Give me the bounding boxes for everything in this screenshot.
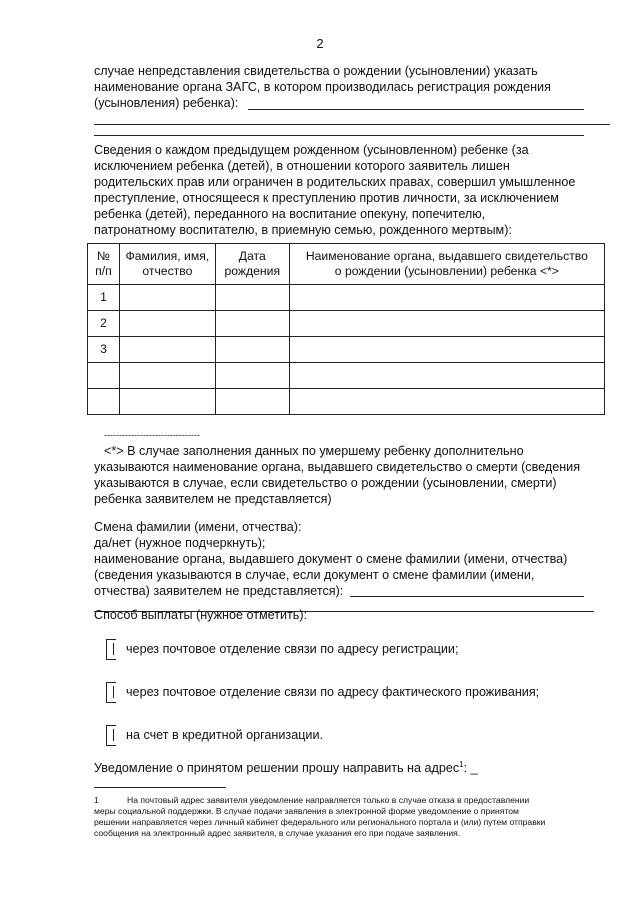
cell-birth-date[interactable] bbox=[215, 285, 289, 311]
cell-birth-date[interactable] bbox=[215, 337, 289, 363]
table-row bbox=[88, 311, 605, 337]
cell-full-name[interactable] bbox=[119, 337, 215, 363]
cell-issuing-authority[interactable] bbox=[289, 285, 604, 311]
table-header-row bbox=[88, 244, 605, 285]
table-row bbox=[88, 389, 605, 415]
registry-answer-line[interactable] bbox=[248, 109, 584, 110]
name-change-line-5: отчества) заявителем не представляется): bbox=[94, 584, 344, 598]
cell-issuing-authority[interactable] bbox=[289, 311, 604, 337]
table-row bbox=[88, 363, 605, 389]
name-change-answer-line[interactable] bbox=[350, 596, 584, 597]
payment-option-3-label: на счет в кредитной организации. bbox=[126, 728, 323, 742]
row-number bbox=[88, 389, 120, 415]
name-change-line-3: наименование органа, выдавшего документ о смене фамилии (имени, отчества) bbox=[94, 552, 568, 566]
cell-full-name[interactable] bbox=[119, 389, 215, 415]
row-number: 2 bbox=[88, 311, 120, 337]
children-line-2: исключением ребенка (детей), в отношении которого заявитель лишен bbox=[94, 159, 510, 173]
header-full-name: Фамилия, имя, отчество bbox=[119, 244, 215, 285]
note-separator: -------------------------------- bbox=[104, 430, 200, 440]
row-number: 1 bbox=[88, 285, 120, 311]
payment-option-2-label: через почтовое отделение связи по адресу фактического проживания; bbox=[126, 685, 540, 699]
header-birth-date: Дата рождения bbox=[215, 244, 289, 285]
page-number: 2 bbox=[316, 36, 324, 51]
children-line-5: ребенка (детей), переданного на воспитание опекуну, попечителю, bbox=[94, 207, 486, 221]
header-issuing-authority: Наименование органа, выдавшего свидетельство о рождении (усыновлении) ребенка <*> bbox=[289, 244, 604, 285]
registry-answer-line-2[interactable] bbox=[94, 124, 610, 125]
footnote-line-1: На почтовый адрес заявителя уведомление направляется только в случае отказа в предоставлении bbox=[127, 795, 530, 805]
cell-full-name[interactable] bbox=[119, 311, 215, 337]
cell-issuing-authority[interactable] bbox=[289, 337, 604, 363]
row-number: 3 bbox=[88, 337, 120, 363]
payment-title: Способ выплаты (нужное отметить): bbox=[94, 608, 308, 622]
footnote-reference: 1 bbox=[459, 759, 464, 769]
name-change-line-4: (сведения указываются в случае, если документ о смене фамилии (имени, bbox=[94, 568, 535, 582]
row-number bbox=[88, 363, 120, 389]
payment-option-1-label: через почтовое отделение связи по адресу регистрации; bbox=[126, 642, 459, 656]
footnote-separator bbox=[94, 787, 226, 788]
footnote-line-4: сообщения на электронный адрес заявителя, в случае указания его при подаче заявления. bbox=[94, 828, 461, 838]
name-change-line-2: да/нет (нужное подчеркнуть); bbox=[94, 536, 266, 550]
cell-birth-date[interactable] bbox=[215, 389, 289, 415]
registry-line-1: случае непредставления свидетельства о рождении (усыновлении) указать bbox=[94, 64, 538, 78]
note-line-3: указываются в случае, если свидетельство о рождении (усыновлении, смерти) bbox=[94, 476, 557, 490]
cell-issuing-authority[interactable] bbox=[289, 363, 604, 389]
children-line-6: патронатному воспитателю, в приемную семью, рожденного мертвым): bbox=[94, 223, 512, 237]
name-change-line-1: Смена фамилии (имени, отчества): bbox=[94, 520, 302, 534]
children-line-3: родительских прав или ограничен в родительских правах, совершил умышленное bbox=[94, 175, 576, 189]
payment-option-2-checkbox[interactable] bbox=[106, 682, 116, 703]
table-row bbox=[88, 337, 605, 363]
footnote-marker: 1 bbox=[94, 795, 99, 805]
cell-birth-date[interactable] bbox=[215, 363, 289, 389]
children-line-1: Сведения о каждом предыдущем рожденном (усыновленном) ребенке (за bbox=[94, 143, 529, 157]
cell-birth-date[interactable] bbox=[215, 311, 289, 337]
table-row bbox=[88, 285, 605, 311]
footnote-line-2: меры социальной поддержки. В случае подачи заявления в электронной форме уведомление о принятом bbox=[94, 806, 519, 816]
children-line-4: преступление, относящееся к преступлению против личности, за исключением bbox=[94, 191, 559, 205]
registry-answer-line-3[interactable] bbox=[94, 135, 584, 136]
note-line-4: ребенка заявителем не представляется) bbox=[94, 492, 332, 506]
header-number: № п/п bbox=[88, 244, 120, 285]
cell-full-name[interactable] bbox=[119, 285, 215, 311]
notification-line bbox=[94, 760, 478, 776]
cell-full-name[interactable] bbox=[119, 363, 215, 389]
registry-line-2: наименование органа ЗАГС, в котором производилась регистрация рождения bbox=[94, 80, 551, 94]
children-table bbox=[87, 243, 605, 415]
payment-option-3-checkbox[interactable] bbox=[106, 725, 116, 746]
payment-option-1-checkbox[interactable] bbox=[106, 639, 116, 660]
registry-line-3: (усыновления) ребенка): bbox=[94, 96, 239, 110]
cell-issuing-authority[interactable] bbox=[289, 389, 604, 415]
notification-trail: : _ bbox=[463, 761, 478, 775]
note-line-1: <*> В случае заполнения данных по умершему ребенку дополнительно bbox=[104, 444, 524, 458]
note-line-2: указываются наименование органа, выдавшего свидетельство о смерти (сведения bbox=[94, 460, 581, 474]
notification-text: Уведомление о принятом решении прошу направить на адрес bbox=[94, 761, 460, 775]
footnote-line-3: решении направляется через личный кабинет федерального или регионального портала и (или) путем отправки bbox=[94, 817, 546, 827]
